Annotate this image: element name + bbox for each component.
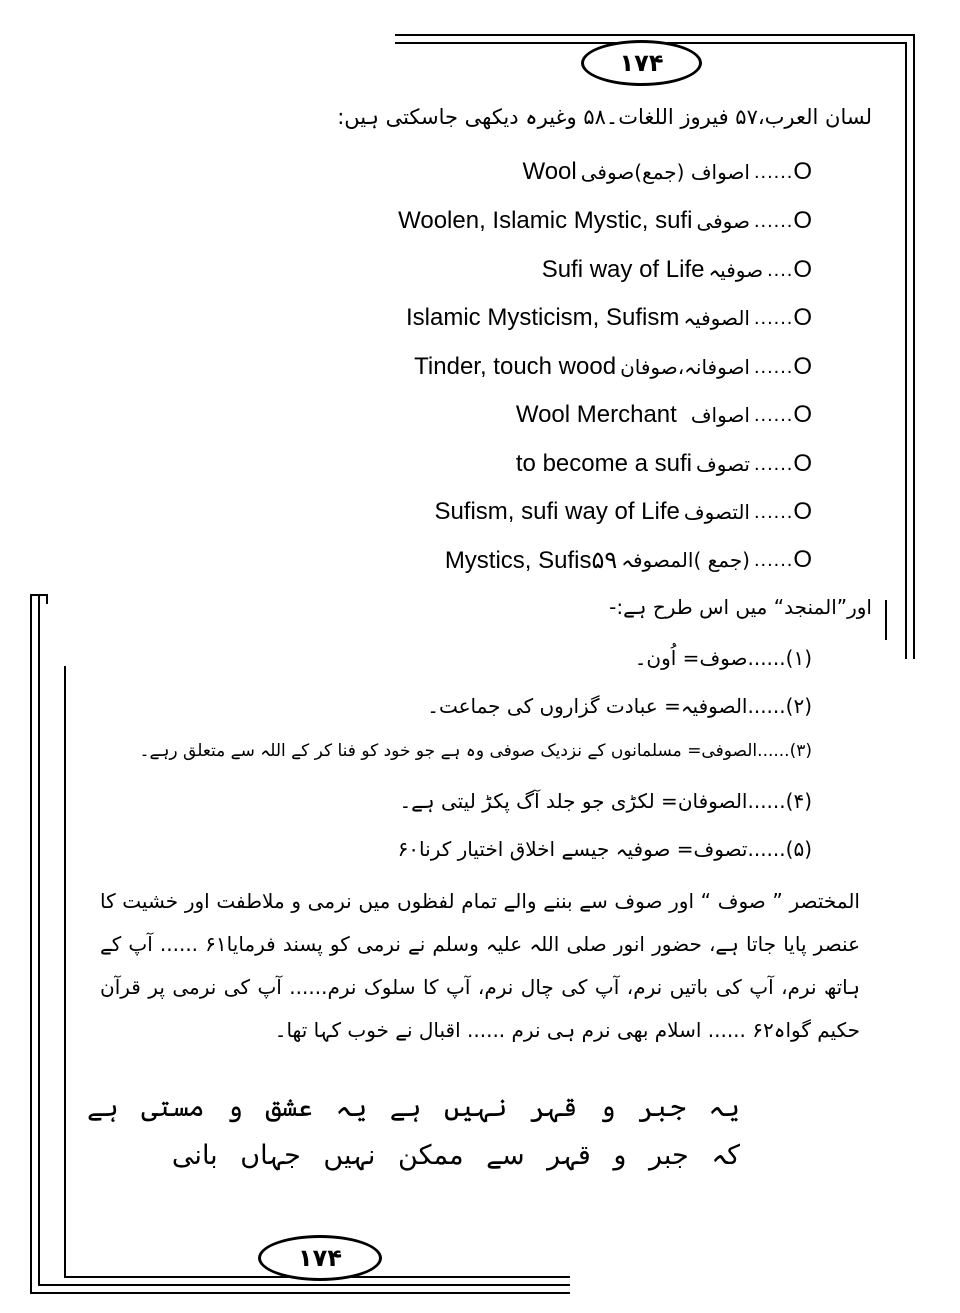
frame-line-top-front: [30, 594, 48, 596]
munjid-intro: اور”المنجد“ میں اس طرح ہے:-: [609, 595, 872, 619]
frame-line-left-outer: [30, 594, 32, 1294]
frame-line-left-inner: [64, 666, 66, 1276]
leader-dots: ......: [753, 500, 794, 523]
bullet-icon: O: [793, 304, 812, 331]
meaning-item: [414, 350, 812, 384]
leader-dots: ......: [753, 452, 794, 475]
bullet-icon: O: [793, 498, 812, 525]
page-number-top: ۱۷۴: [581, 40, 702, 86]
meaning-item: [445, 543, 812, 577]
urdu-term: اصواف (جمع)صوفی: [580, 160, 750, 184]
frame-line-left-middle: [38, 594, 40, 1286]
bullet-icon: O: [793, 450, 812, 477]
urdu-term: الصوفیہ: [683, 306, 750, 330]
leader-dots: ......: [753, 355, 794, 378]
urdu-term: صوفیہ: [708, 258, 764, 282]
leader-dots: ......: [753, 209, 794, 232]
verse-line: کہ جبر و قہر سے ممکن نہیں جہاں بانی: [171, 1140, 740, 1171]
page-number-bottom: ۱۷۴: [258, 1235, 382, 1281]
leader-dots: ......: [753, 306, 794, 329]
urdu-term: صوفی: [696, 209, 750, 233]
urdu-term: (جمع )المصوفہ: [621, 548, 750, 572]
bullet-icon: O: [793, 353, 812, 380]
leader-dots: ......: [753, 548, 794, 571]
frame-line-right-inner: [905, 42, 907, 659]
leader-dots: ......: [753, 403, 794, 426]
munjid-item: (۳)......الصوفی= مسلمانوں کے نزدیک صوفی وہ ہے جو خود کو فنا کر کے اللہ سے متعلق رہے۔: [139, 741, 812, 761]
leader-dots: ....: [767, 258, 794, 281]
english-meaning: Woolen, Islamic Mystic, sufi: [398, 207, 693, 234]
english-meaning: to become a sufi: [515, 450, 692, 477]
english-meaning: Wool: [522, 158, 577, 185]
intro-line: لسان العرب،۵۷ فیروز اللغات۔۵۸ وغیرہ دیکھی جاسکتی ہیں:: [337, 105, 872, 129]
meaning-item: [516, 398, 812, 432]
munjid-item: (۲)......الصوفیہ= عبادت گزاروں کی جماعت۔: [427, 694, 812, 718]
bullet-icon: O: [793, 207, 812, 234]
urdu-term: اصواف: [690, 403, 750, 427]
munjid-item: (۵)......تصوف= صوفیہ جیسے اخلاق اختیار کرنا۶۰: [397, 837, 812, 861]
frame-line-right-outer: [913, 34, 915, 659]
munjid-item: (۱)......صوف= اُون۔: [634, 646, 812, 670]
urdu-term: التصوف: [683, 500, 750, 524]
frame-line-top-outer: [395, 34, 915, 36]
bullet-icon: O: [793, 158, 812, 185]
meaning-item: [406, 301, 812, 335]
bullet-icon: O: [793, 256, 812, 283]
munjid-item: (۴)......الصوفان= لکڑی جو جلد آگ پکڑ لیتی ہے۔: [399, 789, 812, 813]
english-meaning: Tinder, touch wood: [414, 353, 617, 380]
bullet-icon: O: [793, 401, 812, 428]
english-meaning: Sufism, sufi way of Life: [434, 498, 680, 525]
english-meaning: Mystics, Sufis۵۹: [444, 546, 618, 574]
meaning-item: [516, 447, 812, 481]
summary-paragraph: المختصر ” صوف “ اور صوف سے بننے والے تمام لفظوں میں نرمی و ملاطفت اور خشیت کا عنصر پایا جاتا ہے، حضور انور صلی اللہ علیہ وسلم نے نرمی کو پسند فرمایا۶۱ ...... آپ کے ہاتھ نرم، آپ کی باتیں نرم، آپ کی چال نرم، آپ کا سلوک نرم...... آپ کی نرمی پر قرآن حکیم گواہ۶۲ ...... اسلام بھی نرم ہی نرم ...... اقبال نے خوب کہا تھا۔: [100, 889, 861, 1042]
meaning-item: [522, 155, 812, 189]
english-meaning: Wool Merchant: [515, 401, 677, 428]
frame-line-bottom-outer: [30, 1292, 570, 1294]
leader-dots: ......: [753, 160, 794, 183]
english-meaning: Islamic Mysticism, Sufism: [406, 304, 680, 331]
urdu-term: تصوف: [696, 452, 750, 476]
urdu-term: اصوفانہ،صوفان: [620, 355, 750, 379]
frame-line-bottom-inner: [38, 1284, 570, 1286]
meaning-item: [398, 204, 812, 238]
frame-line-right-inner2: [885, 600, 887, 640]
english-meaning: Sufi way of Life: [541, 256, 705, 283]
meaning-item: [542, 253, 812, 287]
meaning-item: [434, 495, 812, 529]
verse-line: یہ جبر و قہر نہیں ہے یہ عشق و مستی ہے: [87, 1092, 740, 1123]
bullet-icon: O: [793, 546, 812, 573]
